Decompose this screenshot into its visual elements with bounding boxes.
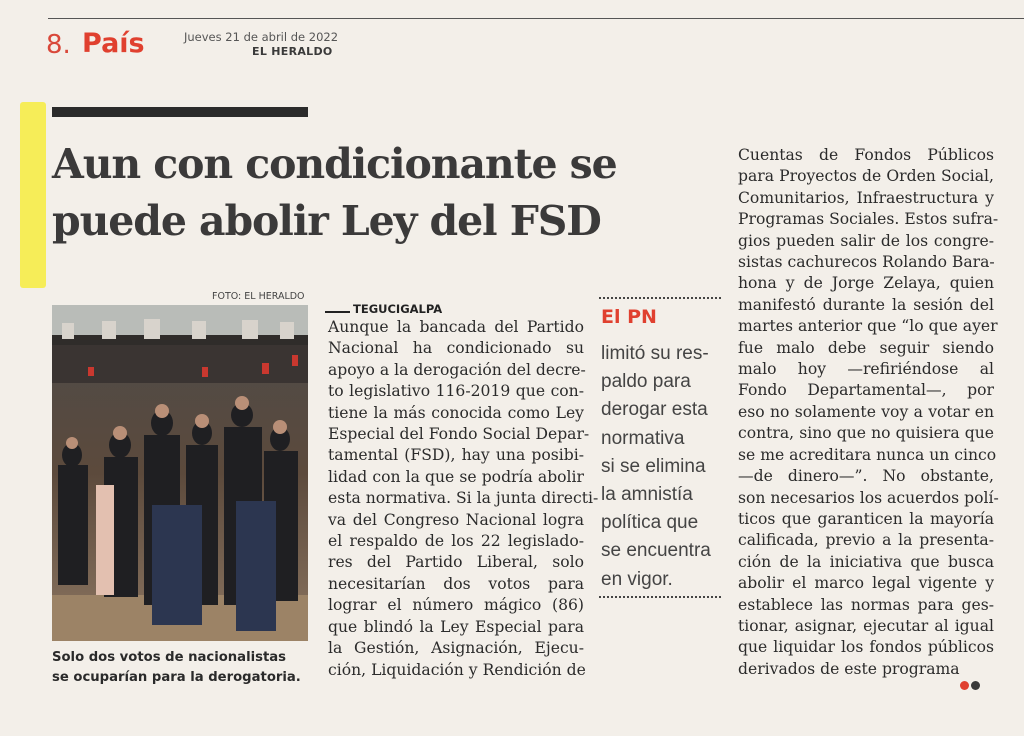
pullquote-text — [601, 340, 731, 594]
body-line: son necesarios los acuerdos polí- — [738, 488, 999, 507]
news-photo — [52, 305, 308, 641]
body-line: Aunque la bancada del Partido — [328, 318, 584, 336]
body-line: para Proyectos de Orden Social, — [738, 167, 994, 186]
pullquote-line: la amnistía — [601, 484, 693, 506]
body-line: tionar, asignar, ejecutar al igual — [738, 616, 994, 635]
body-line: apoyo a la derogación del decre- — [328, 360, 586, 379]
pullquote-line: en vigor. — [601, 568, 673, 590]
header-rule — [48, 18, 1024, 19]
pullquote-line: paldo para — [601, 371, 691, 393]
body-line: Programas Sociales. Estos sufra- — [738, 210, 999, 229]
pullquote-rule-top — [599, 297, 721, 299]
body-line: ción, Liquidación y Rendición de — [328, 660, 586, 679]
body-line: contra, sino que no quisiera que — [738, 424, 994, 443]
body-line: res del Partido Liberal, solo — [328, 553, 584, 572]
pullquote-line: se encuentra — [601, 540, 711, 562]
body-line: gios pueden salir de los congre- — [738, 231, 994, 250]
dateline-rule — [325, 311, 350, 313]
body-column-2 — [738, 145, 999, 680]
body-line: hona y de Jorge Zelaya, quien — [738, 274, 994, 293]
body-line: la Gestión, Asignación, Ejecu- — [328, 639, 584, 658]
section-name: País — [82, 28, 145, 59]
body-line: lograr el número mágico (86) — [328, 596, 584, 615]
pullquote-line: normativa — [601, 427, 685, 449]
headline — [52, 136, 732, 250]
body-line: que blindó la Ley Especial para — [328, 617, 584, 636]
body-line: Fondo Departamental—, por — [738, 381, 994, 400]
body-line: —de dinero—”. No obstante, — [738, 467, 994, 486]
body-line: que liquidar los fondos públicos — [738, 638, 994, 657]
end-dot-red — [960, 681, 969, 690]
body-line: calificada, previo a la presenta- — [738, 531, 994, 550]
pullquote-rule-bottom — [599, 596, 721, 598]
photo-caption — [52, 648, 314, 688]
pullquote-line: política que — [601, 512, 699, 534]
body-line: va del Congreso Nacional logra — [328, 510, 584, 529]
body-line: sistas cachurecos Rolando Bara- — [738, 253, 995, 272]
pullquote-line: limitó su res- — [601, 343, 709, 364]
body-line: to legislativo 116-2019 que con- — [328, 382, 584, 401]
highlighter-mark — [20, 102, 46, 288]
pullquote-line: derogar esta — [601, 399, 708, 421]
body-column-1 — [328, 317, 599, 681]
body-line: eso no solamente voy a votar en — [738, 402, 994, 421]
photo-credit: FOTO: EL HERALDO — [212, 291, 305, 302]
body-line: tamental (FSD), hay una posibi- — [328, 446, 584, 465]
pullquote-kicker: El PN — [601, 306, 657, 328]
headline-rule — [52, 107, 308, 117]
issue-date: Jueves 21 de abril de 2022 — [184, 30, 339, 44]
body-line: ticos que garanticen la mayoría — [738, 509, 994, 528]
body-line: martes anterior que “lo que ayer — [738, 317, 998, 336]
body-line: Nacional ha condicionado su — [328, 339, 584, 358]
body-line: lidad con la que se podría abolir — [328, 467, 584, 486]
body-line: manifestó durante la sesión del — [738, 295, 994, 314]
pullquote-line: si se elimina — [601, 455, 706, 477]
caption-line: Solo dos votos de nacionalistas — [52, 650, 287, 665]
body-line: abolir el marco legal vigente y — [738, 574, 994, 593]
caption-line: se ocuparían para la derogatoria. — [52, 670, 301, 685]
dateline: TEGUCIGALPA — [353, 302, 443, 316]
body-line: ción de la iniciativa que busca — [738, 552, 994, 571]
newspaper-name: EL HERALDO — [252, 45, 333, 58]
body-line: el respaldo de los 22 legislado- — [328, 532, 584, 551]
body-line: fue malo debe seguir siendo — [738, 338, 994, 357]
body-line: establece las normas para ges- — [738, 595, 994, 614]
photo-illustration — [52, 305, 308, 641]
body-line: malo hoy —refiriéndose al — [738, 360, 994, 379]
end-dot-black — [971, 681, 980, 690]
headline-line: puede abolir Ley del FSD — [52, 197, 601, 245]
body-line: tiene la más conocida como Ley — [328, 403, 584, 422]
headline-line: Aun con condicionante se — [52, 140, 617, 188]
article-end-mark — [960, 675, 982, 694]
body-line: Especial del Fondo Social Depar- — [328, 425, 590, 444]
page-number: 8. — [46, 30, 71, 60]
body-line: derivados de este programa — [738, 659, 960, 678]
body-line: esta normativa. Si la junta directi- — [328, 489, 599, 508]
body-line: necesitarían dos votos para — [328, 574, 584, 593]
body-line: se me acreditara nunca un cinco — [738, 445, 997, 464]
body-line: Cuentas de Fondos Públicos — [738, 146, 994, 164]
body-line: Comunitarios, Infraestructura y — [738, 188, 994, 207]
